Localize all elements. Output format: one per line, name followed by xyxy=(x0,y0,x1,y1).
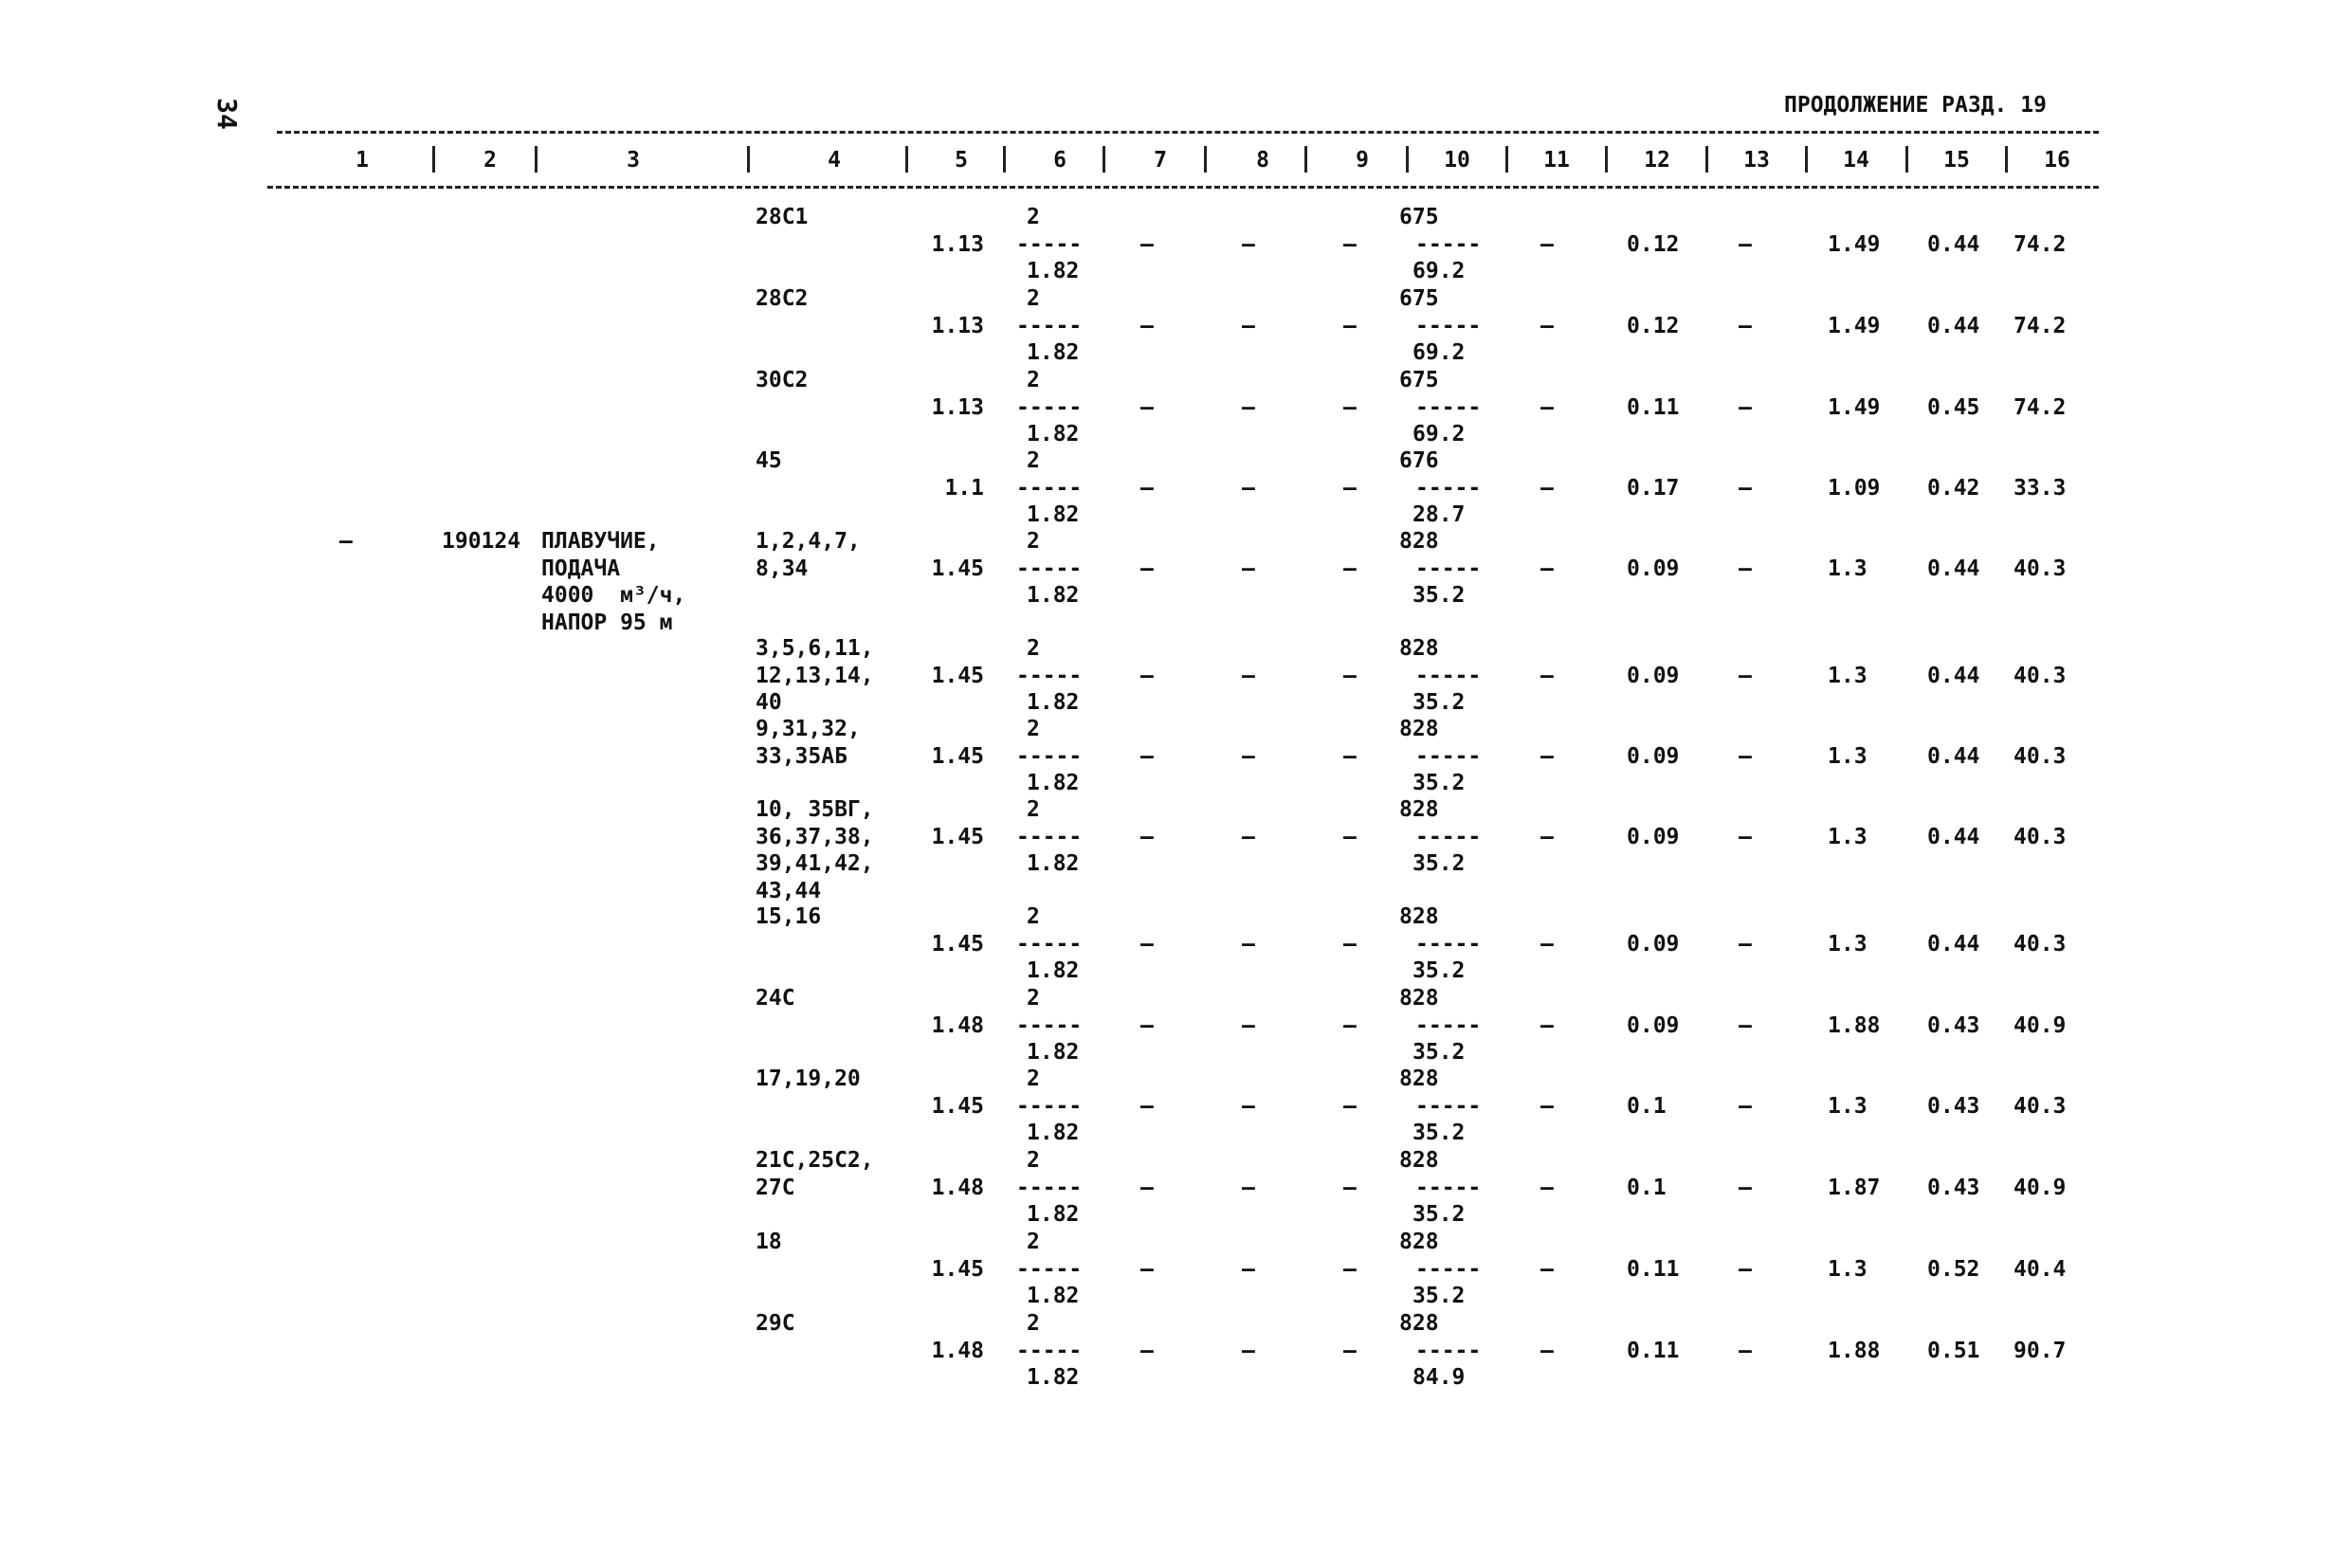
col15-value: 0.52 xyxy=(1927,1256,1980,1282)
col5-value: 1.45 xyxy=(931,1256,984,1282)
col5-value: 1.48 xyxy=(931,1012,984,1038)
col6-denominator: 1.82 xyxy=(1027,340,1080,366)
col7-dash: – xyxy=(1140,475,1154,501)
col13-dash: – xyxy=(1739,743,1752,769)
column-header-2: 2 xyxy=(483,148,497,173)
col8-dash: – xyxy=(1242,931,1255,957)
column-header-9: 9 xyxy=(1356,148,1369,173)
col10-denominator: 35.2 xyxy=(1412,851,1466,877)
col5-value: 1.45 xyxy=(931,1093,984,1119)
col14-value: 1.3 xyxy=(1828,931,1868,957)
col11-dash: – xyxy=(1540,475,1554,501)
col6-numerator: 2 xyxy=(1027,717,1040,741)
col5-value: 1.48 xyxy=(931,1338,984,1363)
group-name-line: НАПОР 95 м xyxy=(541,611,673,635)
col11-dash: – xyxy=(1540,313,1554,338)
col13-dash: – xyxy=(1739,231,1752,257)
col14-value: 1.88 xyxy=(1828,1338,1881,1363)
column-header-11: 11 xyxy=(1543,148,1570,173)
col13-dash: – xyxy=(1739,1093,1752,1119)
col10-fraction-bar: ----- xyxy=(1415,313,1482,338)
col6-denominator: 1.82 xyxy=(1027,583,1080,609)
variant-label: 29С xyxy=(756,1311,795,1336)
col16-value: 40.3 xyxy=(2014,743,2067,769)
col8-dash: – xyxy=(1242,1093,1255,1119)
col14-value: 1.49 xyxy=(1828,313,1881,338)
col13-dash: – xyxy=(1739,1012,1752,1038)
col5-value: 1.45 xyxy=(931,931,984,957)
col10-numerator: 675 xyxy=(1399,205,1439,229)
col15-value: 0.44 xyxy=(1927,313,1980,338)
col10-numerator: 828 xyxy=(1399,797,1439,822)
col11-dash: – xyxy=(1540,1012,1554,1038)
col6-fraction-bar: ----- xyxy=(1016,231,1083,257)
col12-value: 0.17 xyxy=(1627,475,1680,501)
col10-numerator: 828 xyxy=(1399,1067,1439,1091)
col6-fraction-bar: ----- xyxy=(1016,556,1083,581)
col9-dash: – xyxy=(1343,475,1357,501)
col7-dash: – xyxy=(1140,663,1154,688)
col6-numerator: 2 xyxy=(1027,1067,1040,1091)
column-separator xyxy=(1905,146,1908,173)
col6-numerator: 2 xyxy=(1027,286,1040,311)
col5-value: 1.48 xyxy=(931,1175,984,1200)
variant-label: 27С xyxy=(756,1175,795,1200)
col16-value: 90.7 xyxy=(2014,1338,2067,1363)
col16-value: 40.3 xyxy=(2014,1093,2067,1119)
col6-denominator: 1.82 xyxy=(1027,1202,1080,1228)
col13-dash: – xyxy=(1739,394,1752,420)
variant-label: 9,31,32, xyxy=(756,717,861,741)
col9-dash: – xyxy=(1343,231,1357,257)
col15-value: 0.44 xyxy=(1927,931,1980,957)
col10-numerator: 828 xyxy=(1399,1230,1439,1254)
col10-denominator: 35.2 xyxy=(1412,1040,1466,1066)
col6-fraction-bar: ----- xyxy=(1016,394,1083,420)
col6-denominator: 1.82 xyxy=(1027,690,1080,716)
top-rule xyxy=(277,131,2099,134)
col14-value: 1.3 xyxy=(1828,556,1868,581)
col6-fraction-bar: ----- xyxy=(1016,743,1083,769)
col12-value: 0.1 xyxy=(1627,1093,1667,1119)
variant-label: 12,13,14, xyxy=(756,663,874,688)
variant-label: 40 xyxy=(756,690,782,716)
col12-value: 0.11 xyxy=(1627,1256,1680,1282)
col13-dash: – xyxy=(1739,1175,1752,1200)
col7-dash: – xyxy=(1140,394,1154,420)
col10-denominator: 69.2 xyxy=(1412,422,1466,447)
col16-value: 40.3 xyxy=(2014,824,2067,849)
col15-value: 0.44 xyxy=(1927,231,1980,257)
col15-value: 0.43 xyxy=(1927,1012,1980,1038)
col13-dash: – xyxy=(1739,1256,1752,1282)
col9-dash: – xyxy=(1343,663,1357,688)
col6-numerator: 2 xyxy=(1027,368,1040,392)
col6-numerator: 2 xyxy=(1027,1230,1040,1254)
variant-label: 3,5,6,11, xyxy=(756,636,874,661)
col10-fraction-bar: ----- xyxy=(1415,556,1482,581)
variant-label: 33,35АБ xyxy=(756,743,847,769)
column-separator xyxy=(905,146,908,173)
col10-denominator: 35.2 xyxy=(1412,1202,1466,1228)
column-header-14: 14 xyxy=(1843,148,1869,173)
col5-value: 1.45 xyxy=(931,743,984,769)
col9-dash: – xyxy=(1343,556,1357,581)
col15-value: 0.43 xyxy=(1927,1093,1980,1119)
col12-value: 0.11 xyxy=(1627,394,1680,420)
col7-dash: – xyxy=(1140,556,1154,581)
col9-dash: – xyxy=(1343,1093,1357,1119)
col10-denominator: 69.2 xyxy=(1412,340,1466,366)
col9-dash: – xyxy=(1343,1256,1357,1282)
col11-dash: – xyxy=(1540,231,1554,257)
col7-dash: – xyxy=(1140,1012,1154,1038)
col6-denominator: 1.82 xyxy=(1027,1365,1080,1391)
col15-value: 0.42 xyxy=(1927,475,1980,501)
column-separator xyxy=(535,146,538,173)
col16-value: 74.2 xyxy=(2014,313,2067,338)
col5-value: 1.13 xyxy=(931,313,984,338)
variant-label: 45 xyxy=(756,448,782,473)
col14-value: 1.09 xyxy=(1828,475,1881,501)
col11-dash: – xyxy=(1540,824,1554,849)
col16-value: 40.3 xyxy=(2014,931,2067,957)
col11-dash: – xyxy=(1540,663,1554,688)
col7-dash: – xyxy=(1140,1338,1154,1363)
col10-fraction-bar: ----- xyxy=(1415,931,1482,957)
col14-value: 1.49 xyxy=(1828,231,1881,257)
col5-value: 1.45 xyxy=(931,663,984,688)
column-separator xyxy=(747,146,750,173)
variant-label: 1,2,4,7, xyxy=(756,529,861,554)
col11-dash: – xyxy=(1540,394,1554,420)
variant-label: 28С2 xyxy=(756,286,809,311)
col16-value: 40.3 xyxy=(2014,663,2067,688)
col12-value: 0.11 xyxy=(1627,1338,1680,1363)
col6-denominator: 1.82 xyxy=(1027,422,1080,447)
col10-numerator: 676 xyxy=(1399,448,1439,473)
column-header-3: 3 xyxy=(627,148,640,173)
col7-dash: – xyxy=(1140,1256,1154,1282)
col11-dash: – xyxy=(1540,743,1554,769)
col7-dash: – xyxy=(1140,1093,1154,1119)
col10-numerator: 828 xyxy=(1399,529,1439,554)
column-header-12: 12 xyxy=(1644,148,1670,173)
col12-value: 0.09 xyxy=(1627,556,1680,581)
col9-dash: – xyxy=(1343,313,1357,338)
col10-numerator: 675 xyxy=(1399,368,1439,392)
col10-fraction-bar: ----- xyxy=(1415,1175,1482,1200)
col16-value: 40.3 xyxy=(2014,556,2067,581)
col11-dash: – xyxy=(1540,1175,1554,1200)
col10-fraction-bar: ----- xyxy=(1415,1093,1482,1119)
col10-fraction-bar: ----- xyxy=(1415,663,1482,688)
col13-dash: – xyxy=(1739,931,1752,957)
variant-label: 15,16 xyxy=(756,904,822,929)
col6-denominator: 1.82 xyxy=(1027,851,1080,877)
group-code: 190124 xyxy=(442,529,521,554)
column-separator xyxy=(1003,146,1006,173)
col8-dash: – xyxy=(1242,1338,1255,1363)
col10-denominator: 35.2 xyxy=(1412,771,1466,796)
col12-value: 0.12 xyxy=(1627,231,1680,257)
col10-numerator: 828 xyxy=(1399,904,1439,929)
col6-denominator: 1.82 xyxy=(1027,259,1080,284)
col16-value: 74.2 xyxy=(2014,231,2067,257)
col16-value: 40.9 xyxy=(2014,1012,2067,1038)
col10-numerator: 828 xyxy=(1399,636,1439,661)
col10-fraction-bar: ----- xyxy=(1415,475,1482,501)
column-separator xyxy=(1304,146,1307,173)
col13-dash: – xyxy=(1739,475,1752,501)
col7-dash: – xyxy=(1140,313,1154,338)
col6-fraction-bar: ----- xyxy=(1016,475,1083,501)
col14-value: 1.3 xyxy=(1828,824,1868,849)
col14-value: 1.3 xyxy=(1828,1093,1868,1119)
col7-dash: – xyxy=(1140,1175,1154,1200)
column-header-1: 1 xyxy=(355,148,369,173)
col12-value: 0.09 xyxy=(1627,824,1680,849)
col10-fraction-bar: ----- xyxy=(1415,1338,1482,1363)
col6-numerator: 2 xyxy=(1027,205,1040,229)
page-number: 34 xyxy=(210,98,243,130)
col14-value: 1.87 xyxy=(1828,1175,1881,1200)
col11-dash: – xyxy=(1540,1093,1554,1119)
col10-numerator: 675 xyxy=(1399,286,1439,311)
col9-dash: – xyxy=(1343,1338,1357,1363)
col14-value: 1.49 xyxy=(1828,394,1881,420)
col8-dash: – xyxy=(1242,824,1255,849)
col10-denominator: 35.2 xyxy=(1412,1121,1466,1146)
column-separator xyxy=(1505,146,1508,173)
col6-denominator: 1.82 xyxy=(1027,1284,1080,1309)
col10-fraction-bar: ----- xyxy=(1415,743,1482,769)
col10-fraction-bar: ----- xyxy=(1415,824,1482,849)
col5-value: 1.13 xyxy=(931,231,984,257)
col8-dash: – xyxy=(1242,743,1255,769)
col14-value: 1.88 xyxy=(1828,1012,1881,1038)
variant-label: 28С1 xyxy=(756,205,809,229)
col7-dash: – xyxy=(1140,931,1154,957)
column-header-5: 5 xyxy=(955,148,968,173)
col10-denominator: 35.2 xyxy=(1412,583,1466,609)
variant-label: 10, 35ВГ, xyxy=(756,797,874,822)
col6-numerator: 2 xyxy=(1027,1148,1040,1173)
col9-dash: – xyxy=(1343,743,1357,769)
col13-dash: – xyxy=(1739,824,1752,849)
variant-label: 8,34 xyxy=(756,556,809,581)
col8-dash: – xyxy=(1242,1012,1255,1038)
col11-dash: – xyxy=(1540,1338,1554,1363)
col12-value: 0.12 xyxy=(1627,313,1680,338)
col6-fraction-bar: ----- xyxy=(1016,1093,1083,1119)
group-name-line: 4000 м³/ч, xyxy=(541,583,686,608)
column-header-13: 13 xyxy=(1743,148,1770,173)
variant-label: 36,37,38, xyxy=(756,824,874,849)
col10-denominator: 84.9 xyxy=(1412,1365,1466,1391)
col11-dash: – xyxy=(1540,1256,1554,1282)
col15-value: 0.43 xyxy=(1927,1175,1980,1200)
column-separator xyxy=(1204,146,1207,173)
variant-label: 18 xyxy=(756,1230,782,1254)
column-header-4: 4 xyxy=(828,148,841,173)
col6-denominator: 1.82 xyxy=(1027,502,1080,528)
col16-value: 33.3 xyxy=(2014,475,2067,501)
col5-value: 1.45 xyxy=(931,556,984,581)
col12-value: 0.1 xyxy=(1627,1175,1667,1200)
col8-dash: – xyxy=(1242,313,1255,338)
col10-denominator: 28.7 xyxy=(1412,502,1466,528)
col10-fraction-bar: ----- xyxy=(1415,231,1482,257)
column-separator xyxy=(1705,146,1708,173)
col13-dash: – xyxy=(1739,556,1752,581)
col6-fraction-bar: ----- xyxy=(1016,1338,1083,1363)
col10-fraction-bar: ----- xyxy=(1415,394,1482,420)
col6-numerator: 2 xyxy=(1027,986,1040,1011)
col15-value: 0.44 xyxy=(1927,743,1980,769)
col9-dash: – xyxy=(1343,1175,1357,1200)
col11-dash: – xyxy=(1540,931,1554,957)
col12-value: 0.09 xyxy=(1627,1012,1680,1038)
col14-value: 1.3 xyxy=(1828,663,1868,688)
col16-value: 40.4 xyxy=(2014,1256,2067,1282)
col6-denominator: 1.82 xyxy=(1027,958,1080,984)
col10-denominator: 35.2 xyxy=(1412,958,1466,984)
group-col1-dash: – xyxy=(339,529,353,554)
column-separator xyxy=(432,146,435,173)
col6-denominator: 1.82 xyxy=(1027,1040,1080,1066)
col7-dash: – xyxy=(1140,231,1154,257)
col8-dash: – xyxy=(1242,663,1255,688)
col12-value: 0.09 xyxy=(1627,663,1680,688)
col6-numerator: 2 xyxy=(1027,529,1040,554)
col10-denominator: 35.2 xyxy=(1412,690,1466,716)
group-name-line: ПЛАВУЧИЕ, xyxy=(541,529,660,554)
column-separator xyxy=(1605,146,1608,173)
column-header-7: 7 xyxy=(1154,148,1167,173)
col15-value: 0.44 xyxy=(1927,824,1980,849)
col10-numerator: 828 xyxy=(1399,986,1439,1011)
column-separator xyxy=(1406,146,1409,173)
column-separator xyxy=(2005,146,2008,173)
variant-label: 21С,25С2, xyxy=(756,1148,874,1173)
col6-numerator: 2 xyxy=(1027,636,1040,661)
col15-value: 0.45 xyxy=(1927,394,1980,420)
column-header-15: 15 xyxy=(1943,148,1970,173)
col13-dash: – xyxy=(1739,663,1752,688)
col8-dash: – xyxy=(1242,394,1255,420)
col8-dash: – xyxy=(1242,231,1255,257)
variant-label: 39,41,42, xyxy=(756,851,874,877)
variant-label: 30С2 xyxy=(756,368,809,392)
col10-fraction-bar: ----- xyxy=(1415,1012,1482,1038)
col6-fraction-bar: ----- xyxy=(1016,1175,1083,1200)
col5-value: 1.1 xyxy=(944,475,984,501)
col9-dash: – xyxy=(1343,931,1357,957)
col15-value: 0.44 xyxy=(1927,556,1980,581)
col9-dash: – xyxy=(1343,1012,1357,1038)
col10-numerator: 828 xyxy=(1399,1148,1439,1173)
column-separator xyxy=(1103,146,1105,173)
section-continuation-header: ПРОДОЛЖЕНИЕ РАЗД. 19 xyxy=(1784,93,2047,118)
column-header-10: 10 xyxy=(1444,148,1470,173)
col6-fraction-bar: ----- xyxy=(1016,1012,1083,1038)
col6-numerator: 2 xyxy=(1027,797,1040,822)
col12-value: 0.09 xyxy=(1627,931,1680,957)
col10-numerator: 828 xyxy=(1399,717,1439,741)
col6-numerator: 2 xyxy=(1027,1311,1040,1336)
col8-dash: – xyxy=(1242,1256,1255,1282)
col11-dash: – xyxy=(1540,556,1554,581)
col10-fraction-bar: ----- xyxy=(1415,1256,1482,1282)
col16-value: 74.2 xyxy=(2014,394,2067,420)
col6-fraction-bar: ----- xyxy=(1016,1256,1083,1282)
col6-fraction-bar: ----- xyxy=(1016,313,1083,338)
col10-denominator: 35.2 xyxy=(1412,1284,1466,1309)
col8-dash: – xyxy=(1242,1175,1255,1200)
column-separator xyxy=(1805,146,1808,173)
variant-label: 24С xyxy=(756,986,795,1011)
col8-dash: – xyxy=(1242,556,1255,581)
column-header-8: 8 xyxy=(1256,148,1269,173)
col8-dash: – xyxy=(1242,475,1255,501)
header-bottom-rule xyxy=(267,186,2099,189)
col9-dash: – xyxy=(1343,824,1357,849)
group-name-line: ПОДАЧА xyxy=(541,556,621,581)
col6-fraction-bar: ----- xyxy=(1016,663,1083,688)
col6-fraction-bar: ----- xyxy=(1016,931,1083,957)
col14-value: 1.3 xyxy=(1828,743,1868,769)
col6-fraction-bar: ----- xyxy=(1016,824,1083,849)
col13-dash: – xyxy=(1739,313,1752,338)
col7-dash: – xyxy=(1140,824,1154,849)
variant-label: 43,44 xyxy=(756,878,822,903)
col15-value: 0.44 xyxy=(1927,663,1980,688)
col14-value: 1.3 xyxy=(1828,1256,1868,1282)
col10-denominator: 69.2 xyxy=(1412,259,1466,284)
col5-value: 1.45 xyxy=(931,824,984,849)
col9-dash: – xyxy=(1343,394,1357,420)
col16-value: 40.9 xyxy=(2014,1175,2067,1200)
column-header-6: 6 xyxy=(1053,148,1066,173)
col6-numerator: 2 xyxy=(1027,904,1040,929)
col7-dash: – xyxy=(1140,743,1154,769)
col6-denominator: 1.82 xyxy=(1027,771,1080,796)
col6-denominator: 1.82 xyxy=(1027,1121,1080,1146)
variant-label: 17,19,20 xyxy=(756,1067,861,1091)
col13-dash: – xyxy=(1739,1338,1752,1363)
col6-numerator: 2 xyxy=(1027,448,1040,473)
col5-value: 1.13 xyxy=(931,394,984,420)
column-header-16: 16 xyxy=(2044,148,2070,173)
col15-value: 0.51 xyxy=(1927,1338,1980,1363)
col12-value: 0.09 xyxy=(1627,743,1680,769)
col10-numerator: 828 xyxy=(1399,1311,1439,1336)
